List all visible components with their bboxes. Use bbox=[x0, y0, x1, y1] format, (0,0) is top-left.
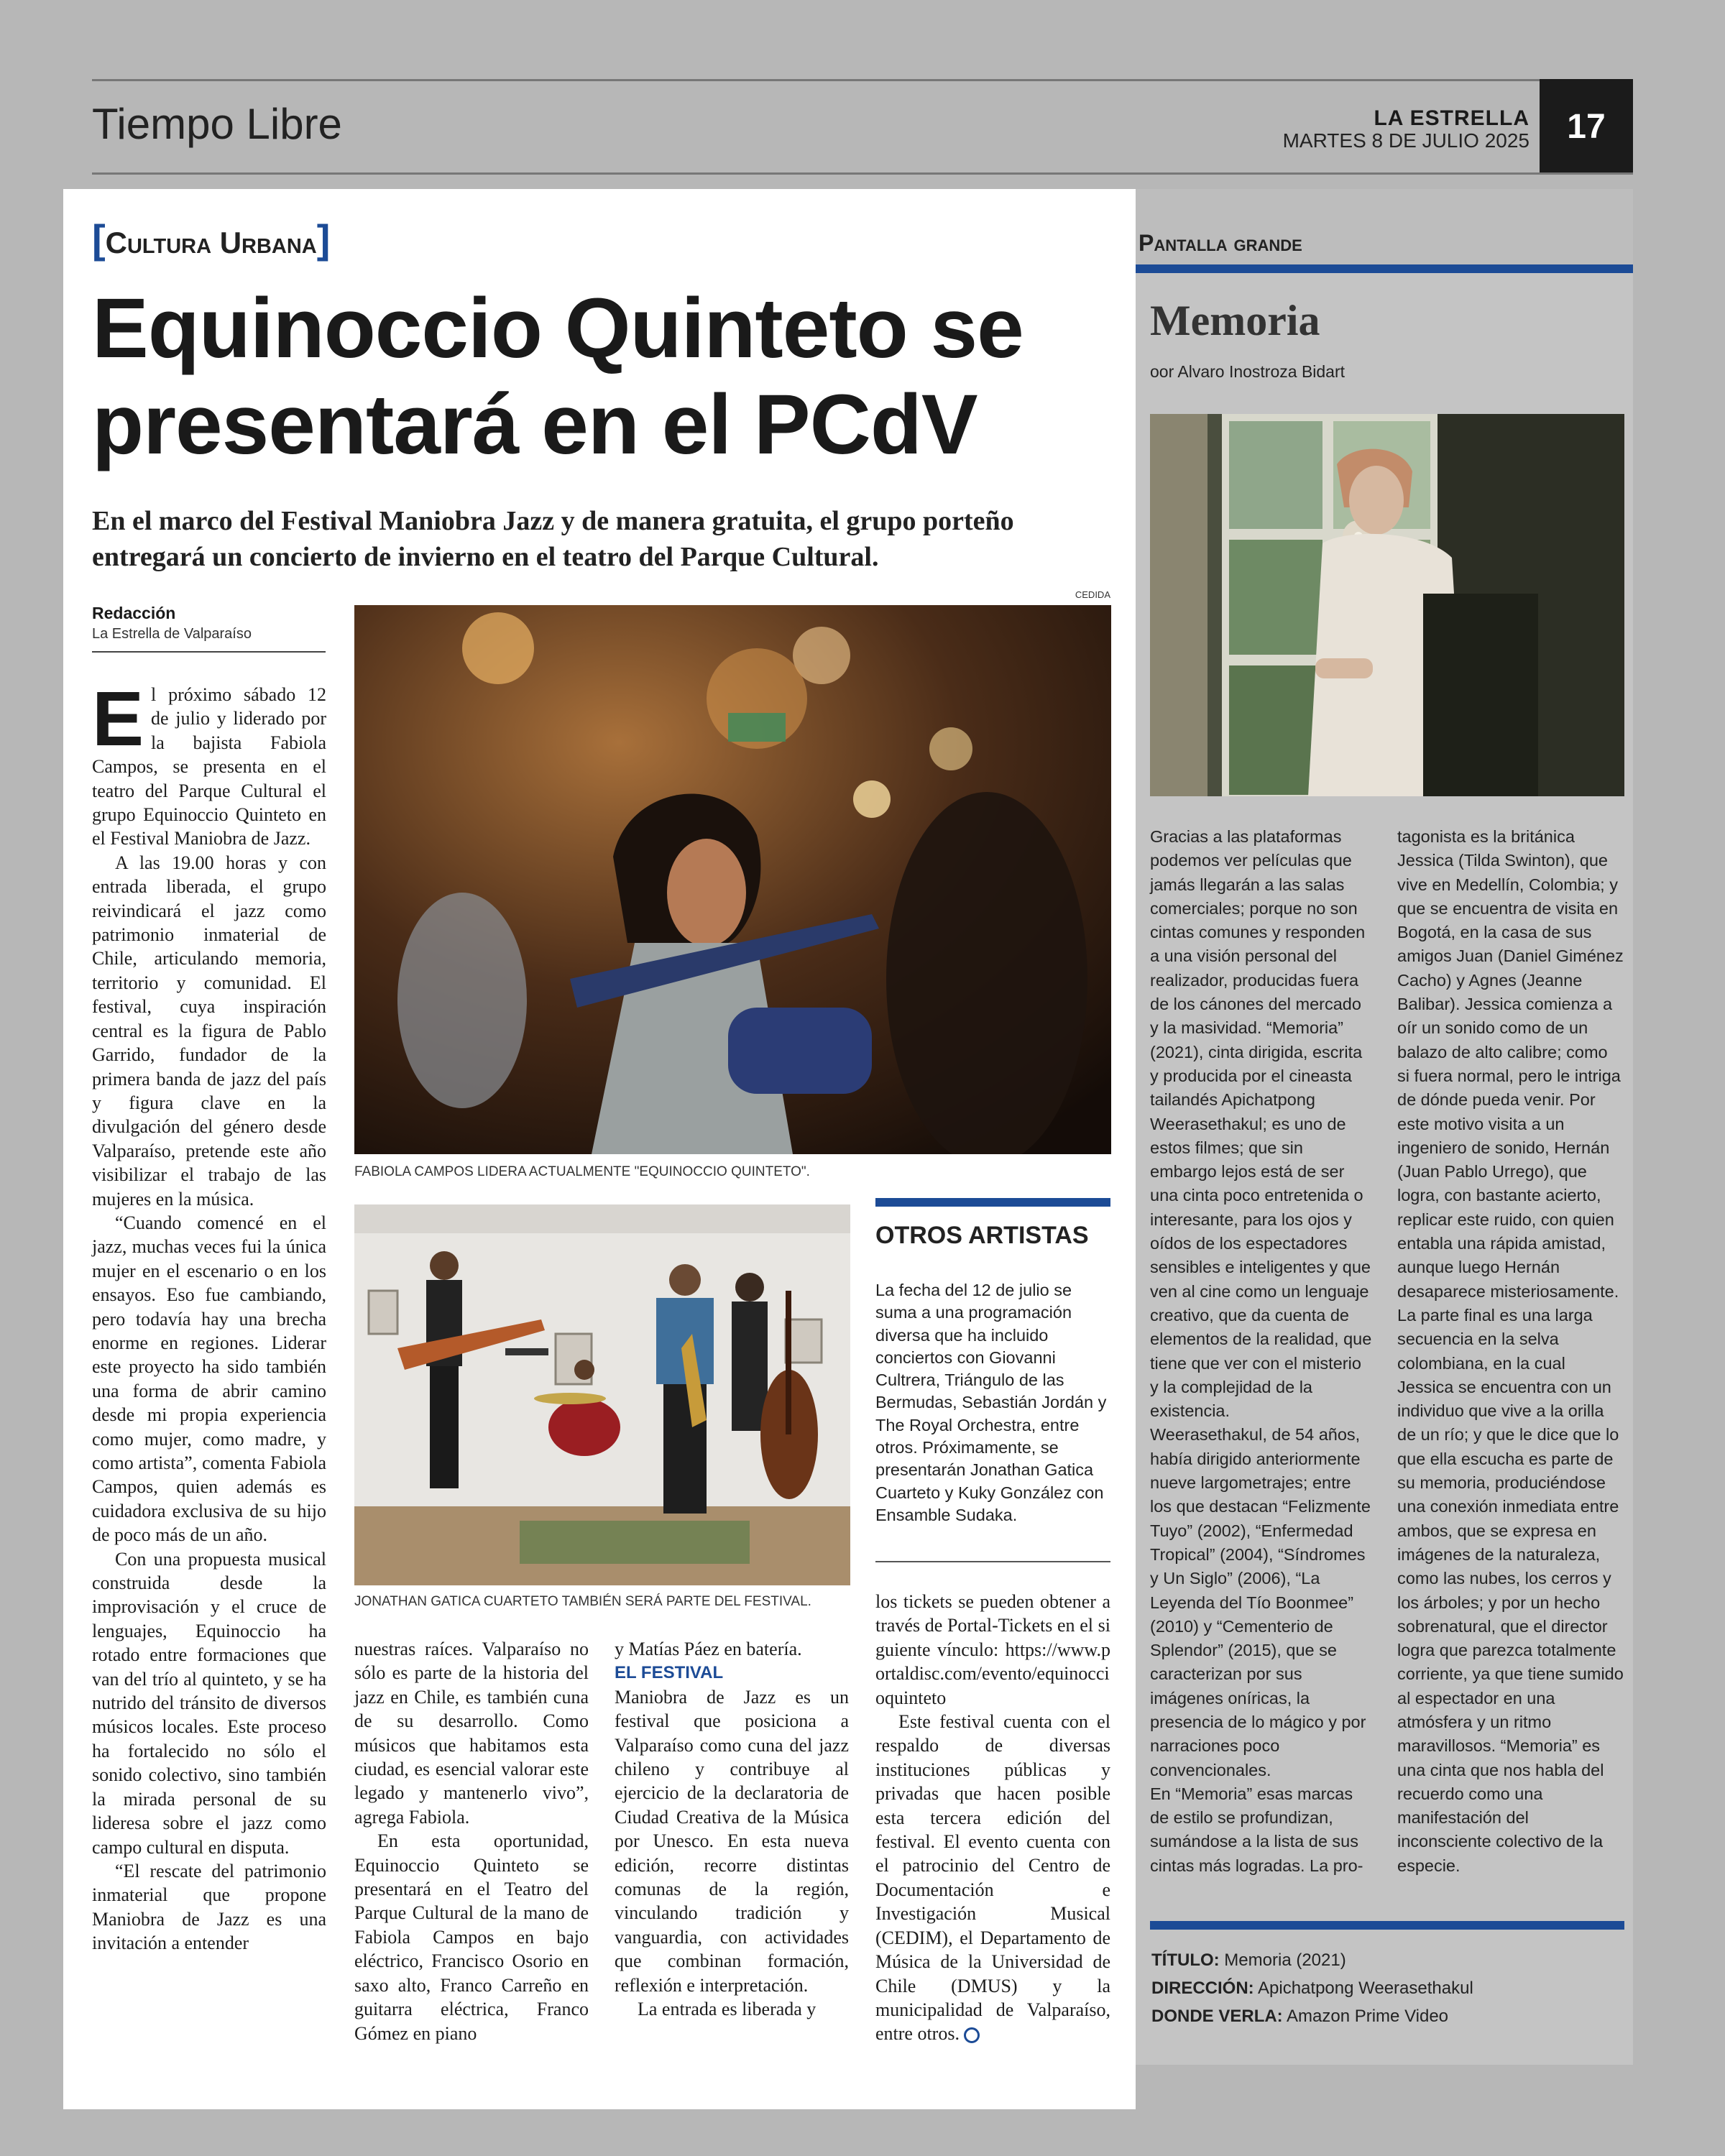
section-title: Tiempo Libre bbox=[92, 100, 342, 148]
review-top-rule bbox=[1136, 264, 1633, 273]
fact-title-label: TÍTULO: bbox=[1151, 1950, 1220, 1970]
column3-paragraph-2: Maniobra de Jazz es un festival que posiciona a Valparaíso como cuna del jazz chileno y contribuye al ejercicio de la declaratoria de Ciudad Creativa de la Música por Unesco. En esta nueva edición, recorre distintas comunas de la región, vinculando tradición y vanguardia, con actividades que combinan formación, reflexión e interpretación. bbox=[615, 1686, 849, 1996]
fact-where-label: DONDE VERLA: bbox=[1151, 2007, 1283, 2026]
film-still-image bbox=[1150, 414, 1624, 796]
fact-direction-value: Apichatpong Weerasethakul bbox=[1254, 1978, 1473, 1998]
fact-direction bbox=[1151, 1974, 1473, 2002]
fact-where bbox=[1151, 2002, 1473, 2030]
box-top-rule bbox=[875, 1198, 1110, 1207]
review-bottom-rule bbox=[1150, 1921, 1624, 1930]
box-bottom-rule bbox=[875, 1561, 1110, 1562]
column2-paragraph-1: nuestras raíces. Valparaíso no sólo es parte de la historia del jazz en Chile, es también cuna de su desarrollo. Como músicos que habitamos esta ciudad, es esencial valorar este legado y mantenerlo vivo”, agrega Fabiola. bbox=[354, 1639, 589, 1828]
column4-paragraph-2 bbox=[875, 1710, 1110, 2046]
kicker-open-bracket: [ bbox=[92, 216, 106, 262]
end-mark-icon bbox=[964, 2027, 980, 2043]
fact-where-value: Amazon Prime Video bbox=[1282, 2007, 1449, 2026]
header-top-rule bbox=[92, 79, 1633, 81]
film-facts bbox=[1151, 1946, 1473, 2030]
byline-outlet: La Estrella de Valparaíso bbox=[92, 626, 252, 642]
photo-quartet-image bbox=[354, 1204, 850, 1585]
column1-paragraph-3: “Cuando comencé en el jazz, muchas veces fui la única mujer en el escenario o en los ensayos. Eso fue cambiando, pero todavía hay una brecha enorme en regiones. Liderar este proyecto ha sido también una forma de abrir camino desde mi propia experiencia como mujer, como madre, y como artista”, comenta Fabiola Campos, quien además es cuidadora exclusiva de su hijo de poco más de un año. bbox=[92, 1212, 326, 1546]
film-still bbox=[1150, 414, 1624, 796]
review-column1-paragraph-1: Gracias a las plataformas podemos ver películas que jamás llegarán a las salas comerciales; porque no son cintas comunes y responden a una visión personal del realizador, producidas fuera de los cánones del mercado y la masividad. “Memoria” (2021), cinta dirigida, escrita y producida por el cineasta tailandés Apichatpong Weerasethakul; es uno de estos filmes; que sin embargo lejos está de ser una cinta poco entretenida o interesante, para los ojos y oídos de los espectadores sensibles e inteligentes y que ven al cine como un lenguaje creativo, que da cuenta de elementos de la realidad, que tiene que ver con el misterio y la complejidad de la existencia. bbox=[1150, 827, 1372, 1421]
byline-rule bbox=[92, 651, 326, 653]
header-bottom-rule bbox=[92, 172, 1633, 175]
drop-cap: E bbox=[92, 675, 144, 762]
photo-bassist bbox=[354, 605, 1111, 1154]
review-author: oor Alvaro Inostroza Bidart bbox=[1150, 362, 1346, 381]
column3-paragraph-3: La entrada es liberada y bbox=[638, 1999, 816, 2020]
review-column2-paragraph-2: La parte final es una larga secuencia en la selva colombiana, en la cual Jessica se encuentra con un individuo que vive a la orilla de un río; y que le dice que lo que ella escucha es parte de su memoria, produciéndose una conexión inmediata entre ambos, que se expresa en imágenes de la naturaleza, como las nubes, los cerros y los árboles; y por un hecho sobrenatural, que el director logra que parezca totalmente corriente, ya que tiene sumido al espectador en una atmósfera y un ritmo maravillosos. “Memoria” es una cinta que nos habla del recuerdo como una manifestación del inconsciente colectivo de la especie. bbox=[1397, 1305, 1624, 1875]
fact-title-value: Memoria (2021) bbox=[1219, 1950, 1346, 1970]
review-column2-paragraph-1: tagonista es la británica Jessica (Tilda Swinton), que vive en Medellín, Colombia; y que se encuentra de visita en Bogotá, en la casa de sus amigos Juan (Daniel Giménez Cacho) y Agnes (Jeanne Balibar). Jessica comienza a oír un sonido como de un balazo de alto calibre; como si fuera normal, pero le intriga de dónde pueda venir. Por este motivo visita a un ingeniero de sonido, Hernán (Juan Pablo Urrego), que logra, con bastante acierto, replicar este ruido, con quien entabla una rápida amistad, aunque luego Hernán desaparece misteriosamente. bbox=[1397, 827, 1624, 1301]
column3-paragraph-1: y Matías Páez en batería. bbox=[615, 1639, 802, 1659]
column1-paragraph-5: “El rescate del patrimonio inmaterial que propone Maniobra de Jazz es una invitación a entender bbox=[92, 1860, 326, 1954]
article-kicker bbox=[92, 216, 330, 262]
photo-quartet bbox=[354, 1204, 850, 1585]
kicker-text: Cultura Urbana bbox=[105, 226, 317, 259]
kicker-close-bracket: ] bbox=[316, 216, 331, 262]
article-deck: En el marco del Festival Maniobra Jazz y de manera gratuita, el grupo porteño entregará un concierto de invierno en el teatro del Parque Cultural. bbox=[92, 506, 1014, 572]
byline-author: Redacción bbox=[92, 604, 176, 622]
fact-title bbox=[1151, 1946, 1473, 1974]
photo2-caption: JONATHAN GATICA CUARTETO TAMBIÉN SERÁ PARTE DEL FESTIVAL. bbox=[354, 1594, 811, 1609]
review-column1-paragraph-2: Weerasethakul, de 54 años, había dirigido anteriormente nueve largometrajes; entre los que destacan “Felizmente Tuyo” (2002), “Enfermedad Tropical” (2004), “Síndromes y Un Siglo” (2006), “La Leyenda del Tío Boonmee” (2010) y “Cementerio de Splendor” (2015), que se caracterizan por sus imágenes oníricas, la presencia de lo mágico y por narraciones poco convencionales. bbox=[1150, 1425, 1371, 1779]
body-column-2 bbox=[354, 1637, 589, 2045]
column2-paragraph-2: En esta oportunidad, Equinoccio Quinteto se presentará en el Teatro del Parque Cultural de la mano de Fabiola Campos en bajo eléctrico, Francisco Osorio en saxo alto, Franco Carreño en guitarra eléctrica, Franco Gómez en piano bbox=[354, 1830, 589, 2044]
byline bbox=[92, 604, 326, 642]
body-column-1 bbox=[92, 675, 326, 1955]
review-section-label: Pantalla grande bbox=[1138, 230, 1302, 256]
article-headline: Equinoccio Quinteto se presentará en el PCdV bbox=[92, 281, 1024, 472]
photo-credit: CEDIDA bbox=[1075, 589, 1110, 600]
film-title: Memoria bbox=[1150, 297, 1320, 344]
column1-paragraph-2: A las 19.00 horas y con entrada liberada, el grupo reivindicará el jazz como patrimonio inmaterial de Chile, articulando memoria, territorio y comunidad. El festival, cuya inspiración central es la figura de Pablo Garrido, fundador de la primera banda de jazz del país y figura clave en la divulgación del género desde Valparaíso, pretende este año visibilizar el trabajo de las mujeres en la música. bbox=[92, 852, 326, 1210]
fact-direction-label: DIRECCIÓN: bbox=[1151, 1978, 1254, 1998]
box-text: La fecha del 12 de julio se suma a una programación diversa que ha incluido conciertos con Giovanni Cultrera, Triángulo de las Bermudas, Sebastián Jordán y The Royal Orchestra, entre otros. Próximamente, se presentarán Jonathan Gatica Cuarteto y Kuky González con Ensamble Sudaka. bbox=[875, 1281, 1107, 1524]
paper-date: MARTES 8 DE JULIO 2025 bbox=[1282, 129, 1530, 152]
column1-paragraph-1-text: l próximo sábado 12 de julio y liderado por la bajista Fabiola Campos, se presenta en el teatro del Parque Cultural el grupo Equinoccio Quinteto en el Festival Maniobra de Jazz. bbox=[92, 684, 326, 849]
review-column-2 bbox=[1397, 825, 1624, 1878]
column1-paragraph-4: Con una propuesta musical construida desde la improvisación y el cruce de lenguajes, Equinoccio ha rotado entre formaciones que van del trío al quinteto, y se ha nutrido del tránsito de diversos músicos locales. Este proceso ha fortalecido no sólo el sonido colectivo, sino también la mirada personal de su lideresa sobre el jazz como campo cultural en disputa. bbox=[92, 1548, 326, 1858]
review-column-1 bbox=[1150, 825, 1374, 1878]
column3-subhead: EL FESTIVAL bbox=[615, 1663, 724, 1683]
review-column1-paragraph-3: En “Memoria” esas marcas de estilo se profundizan, sumándose a la lista de sus cintas más logradas. La pro- bbox=[1150, 1784, 1363, 1875]
photo1-caption: FABIOLA CAMPOS LIDERA ACTUALMENTE "EQUINOCCIO QUINTETO". bbox=[354, 1164, 810, 1179]
paper-name: LA ESTRELLA bbox=[1374, 106, 1530, 130]
page-number: 17 bbox=[1540, 79, 1633, 175]
body-column-4 bbox=[875, 1590, 1110, 2046]
column4-paragraph-2-text: Este festival cuenta con el respaldo de diversas instituciones públicas y privadas que hacen posible esta tercera edición del festival. El evento cuenta con el patrocinio del Centro de Documentación e Investigación Musical (CEDIM), el Departamento de Música de la Universidad de Chile (DMUS) y la municipalidad de Valparaíso, entre otros. bbox=[875, 1711, 1110, 2045]
body-column-3 bbox=[615, 1637, 849, 2022]
photo-bassist-image bbox=[354, 605, 1111, 1154]
box-title: OTROS ARTISTAS bbox=[875, 1222, 1089, 1249]
column1-paragraph-1 bbox=[92, 675, 326, 851]
column4-paragraph-1: los tickets se pueden obtener a través de Portal-Tickets en el siguiente vínculo: https://www.portaldisc.com/evento/equinoccioquinteto bbox=[875, 1591, 1110, 1708]
